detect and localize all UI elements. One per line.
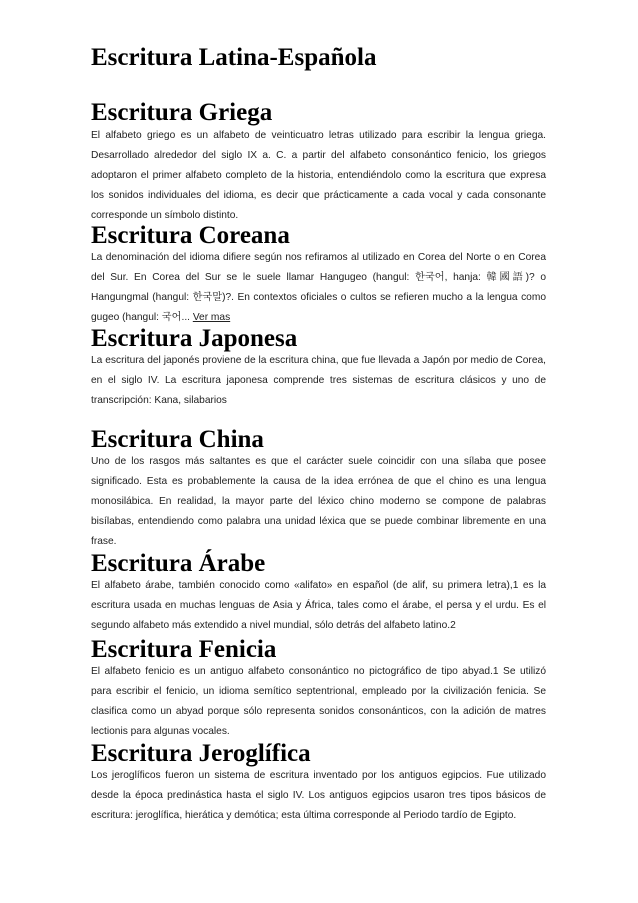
heading-griega: Escritura Griega (91, 99, 273, 126)
heading-china: Escritura China (91, 426, 264, 453)
paragraph-fenicia: El alfabeto fenicio es un antiguo alfabeto consonántico no pictográfico de tipo abyad.1 Se utilizó para escribir el fenicio, un idioma semítico septentrional, empleado por la civilización fenicia. Se clasifica como un abyad porque sólo representa sonidos consonánticos, con la adición de matres lectionis para algunas vocales. (91, 666, 546, 737)
paragraph-japonesa: La escritura del japonés proviene de la escritura china, que fue llevada a Japón por medio de Corea, en el siglo IV. La escritura japonesa comprende tres sistemas de escritura clásicos y uno de transcripción: Kana, silabarios (91, 355, 546, 406)
heading-japonesa: Escritura Japonesa (91, 325, 298, 352)
paragraph-coreana (91, 248, 546, 328)
paragraph-china: Uno de los rasgos más saltantes es que el carácter suele coincidir con una sílaba que posee significado. Esta es probablemente la causa de la idea errónea de que el chino es una lengua monosilábica. En realidad, la mayor parte del léxico chino moderno se compone de palabras bisílabas, entendiendo como palabra una unidad léxica que se puede combinar libremente en una frase. (91, 456, 546, 547)
paragraph-jeroglifica: Los jeroglíficos fueron un sistema de escritura inventado por los antiguos egipcios. Fue utilizado desde la época predinástica hasta el siglo IV. Los antiguos egipcios usaron tres tipos básicos de escritura: jeroglífica, hierática y demótica; esta última corresponde al Periodo tardío de Egipto. (91, 770, 546, 821)
heading-arabe: Escritura Árabe (91, 550, 266, 577)
heading-coreana: Escritura Coreana (91, 222, 290, 249)
paragraph-coreana-text: La denominación del idioma difiere según nos refiramos al utilizado en Corea del Norte o en Corea del Sur. En Corea del Sur se le suele llamar Hangugeo (hangul: 한국어, hanja: 韓國語)? o Hangungmal (hangul: 한국말)?. En contextos oficiales o cultos se refieren mucho a la lengua como gugeo (hangul: 국어... (91, 252, 546, 323)
paragraph-griega: El alfabeto griego es un alfabeto de veinticuatro letras utilizado para escribir la lengua griega. Desarrollado alrededor del siglo IX a. C. a partir del alfabeto consonántico fenicio, los griegos adoptaron el primer alfabeto completo de la historia, entendiéndolo como la escritura que expresa los sonidos individuales del idioma, es decir que prácticamente a cada vocal y cada consonante corresponde un símbolo distinto. (91, 130, 546, 221)
ver-mas-link[interactable]: Ver mas (192, 312, 231, 323)
heading-jeroglifica: Escritura Jeroglífica (91, 740, 311, 767)
paragraph-arabe: El alfabeto árabe, también conocido como «alifato» en español (de alif, su primera letra),1 es la escritura usada en muchas lenguas de Asia y África, tales como el árabe, el persa y el urdu. Es el segundo alfabeto más extendido a nivel mundial, sólo detrás del alfabeto latino.2 (91, 580, 546, 631)
page-title: Escritura Latina-Española (91, 44, 377, 71)
heading-fenicia: Escritura Fenicia (91, 636, 277, 663)
